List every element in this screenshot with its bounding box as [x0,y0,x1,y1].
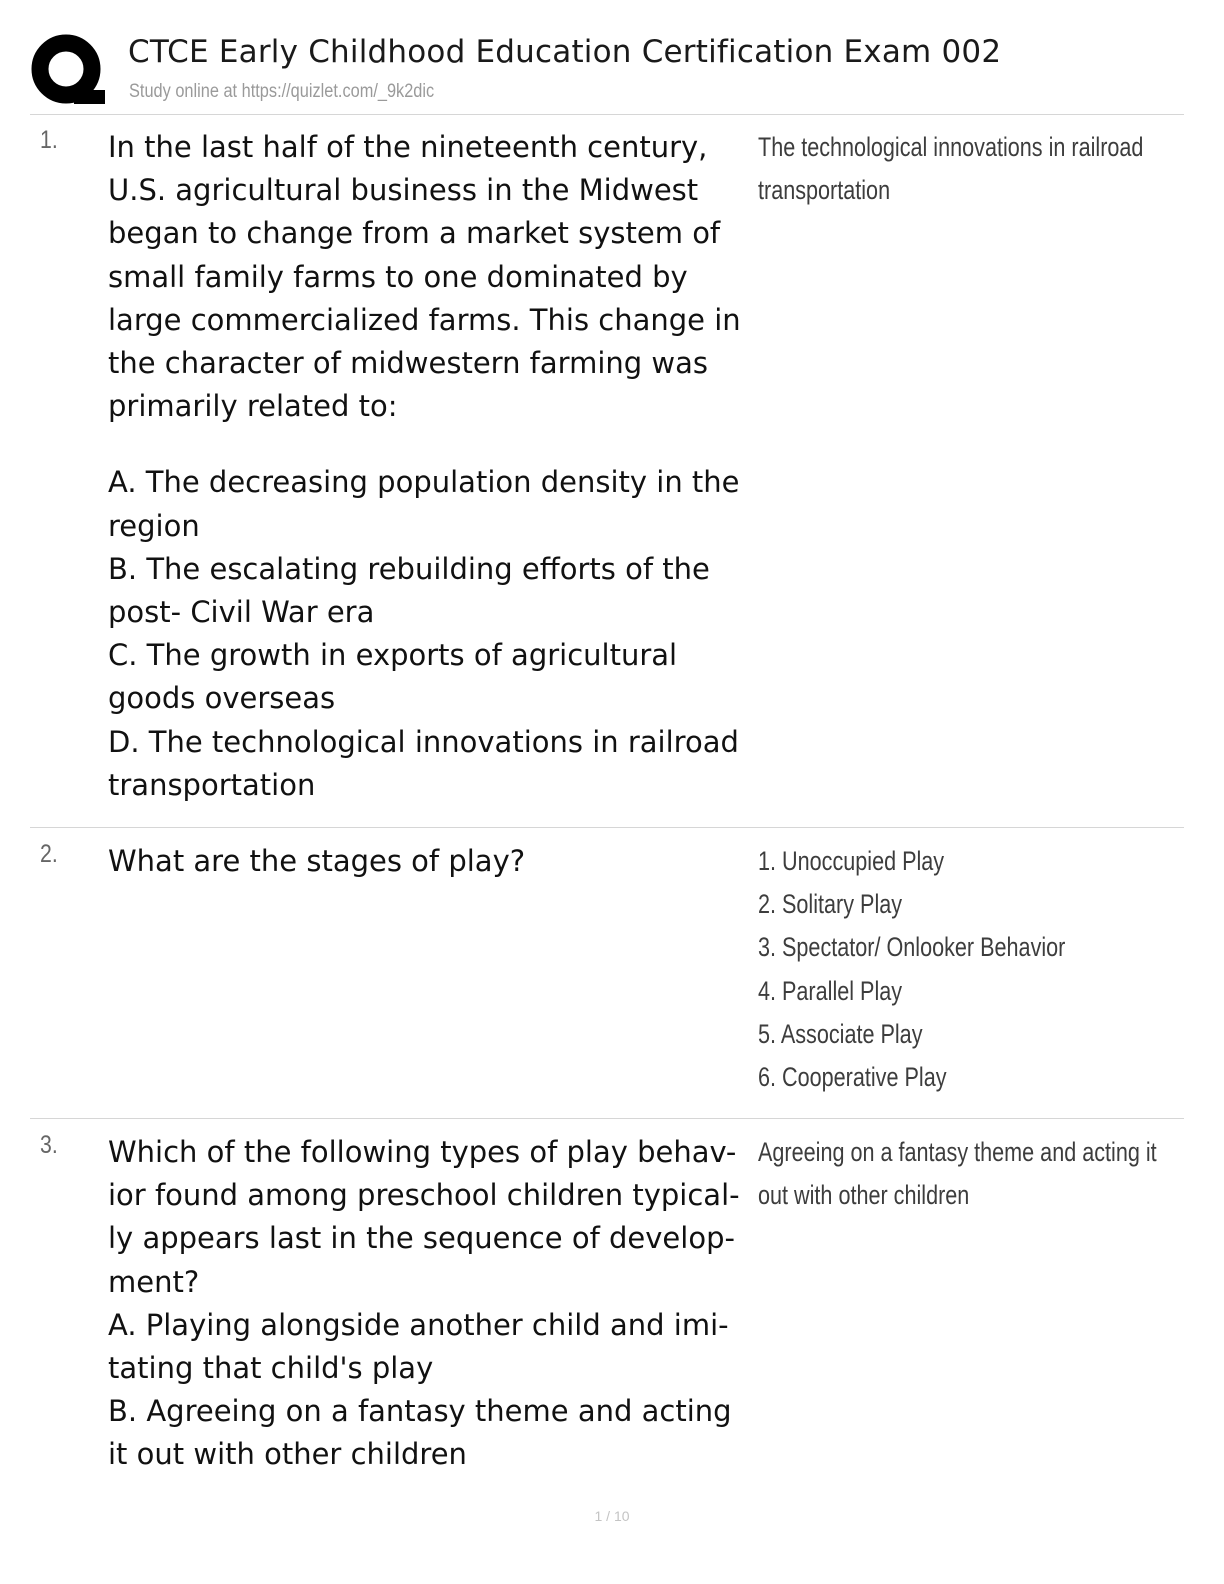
answer-line: 2. Solitary Play [758,889,903,920]
card-question [108,1131,758,1477]
option-a: region [108,508,200,543]
question-line: Which of the following types of play behav- [108,1135,737,1169]
card-answer [758,840,1188,1099]
option-a: A. The decreasing population density in the [108,465,740,500]
document-title: CTCE Early Childhood Education Certification Exam 002 [128,34,1002,70]
card-number: 3. [40,1131,58,1159]
answer-line: 3. Spectator/ Onlooker Behavior [758,932,1066,963]
answer-line: Agreeing on a fantasy theme and acting it [758,1137,1157,1167]
question-line: ment? [108,1264,200,1299]
question-line: ly appears last in the sequence of develop- [108,1221,735,1256]
answer-line: transportation [758,175,891,206]
option-a: A. Playing alongside another child and imi- [108,1307,729,1342]
page-header [30,28,1184,114]
question-line: began to change from a market system of [108,216,721,251]
answer-line: 1. Unoccupied Play [758,846,945,876]
question-line: In the last half of the nineteenth century, [108,130,708,164]
question-line: primarily related to: [108,389,398,424]
quizlet-logo-icon [30,32,106,108]
answer-line: 4. Parallel Play [758,975,903,1006]
card-question [108,126,758,807]
option-c: C. The growth in exports of agricultural [108,638,678,673]
question-line: ior found among preschool children typical- [108,1178,740,1213]
option-b: B. The escalating rebuilding efforts of the [108,551,710,586]
question-line: What are the stages of play? [108,844,526,878]
study-online-link[interactable]: Study online at https://quizlet.com/_9k2dic [129,81,435,102]
question-line: U.S. agricultural business in the Midwest [108,173,699,208]
card-answer [758,1131,1188,1217]
answer-line: The technological innovations in railroad [758,132,1144,162]
card-number: 2. [40,840,58,868]
card-answer [758,126,1188,212]
answer-line: out with other children [758,1180,970,1211]
question-line: large commercialized farms. This change in [108,302,741,337]
question-line: the character of midwestern farming was [108,346,708,381]
option-c: goods overseas [108,681,336,716]
option-b: it out with other children [108,1437,467,1472]
card-divider [30,1118,1184,1119]
question-blank-line [108,428,758,461]
question-line: small family farms to one dominated by [108,259,688,294]
option-a: tating that child's play [108,1351,434,1386]
card-divider [30,827,1184,828]
page-number: 1 / 10 [594,1508,630,1524]
answer-line: 6. Cooperative Play [758,1062,947,1093]
option-d: transportation [108,767,316,802]
option-b: B. Agreeing on a fantasy theme and acting [108,1394,732,1429]
option-d: D. The technological innovations in railroad [108,724,739,759]
option-b: post- Civil War era [108,595,375,630]
header-divider [30,114,1184,115]
card-number: 1. [40,126,58,154]
answer-line: 5. Associate Play [758,1018,923,1049]
card-question [108,840,758,883]
